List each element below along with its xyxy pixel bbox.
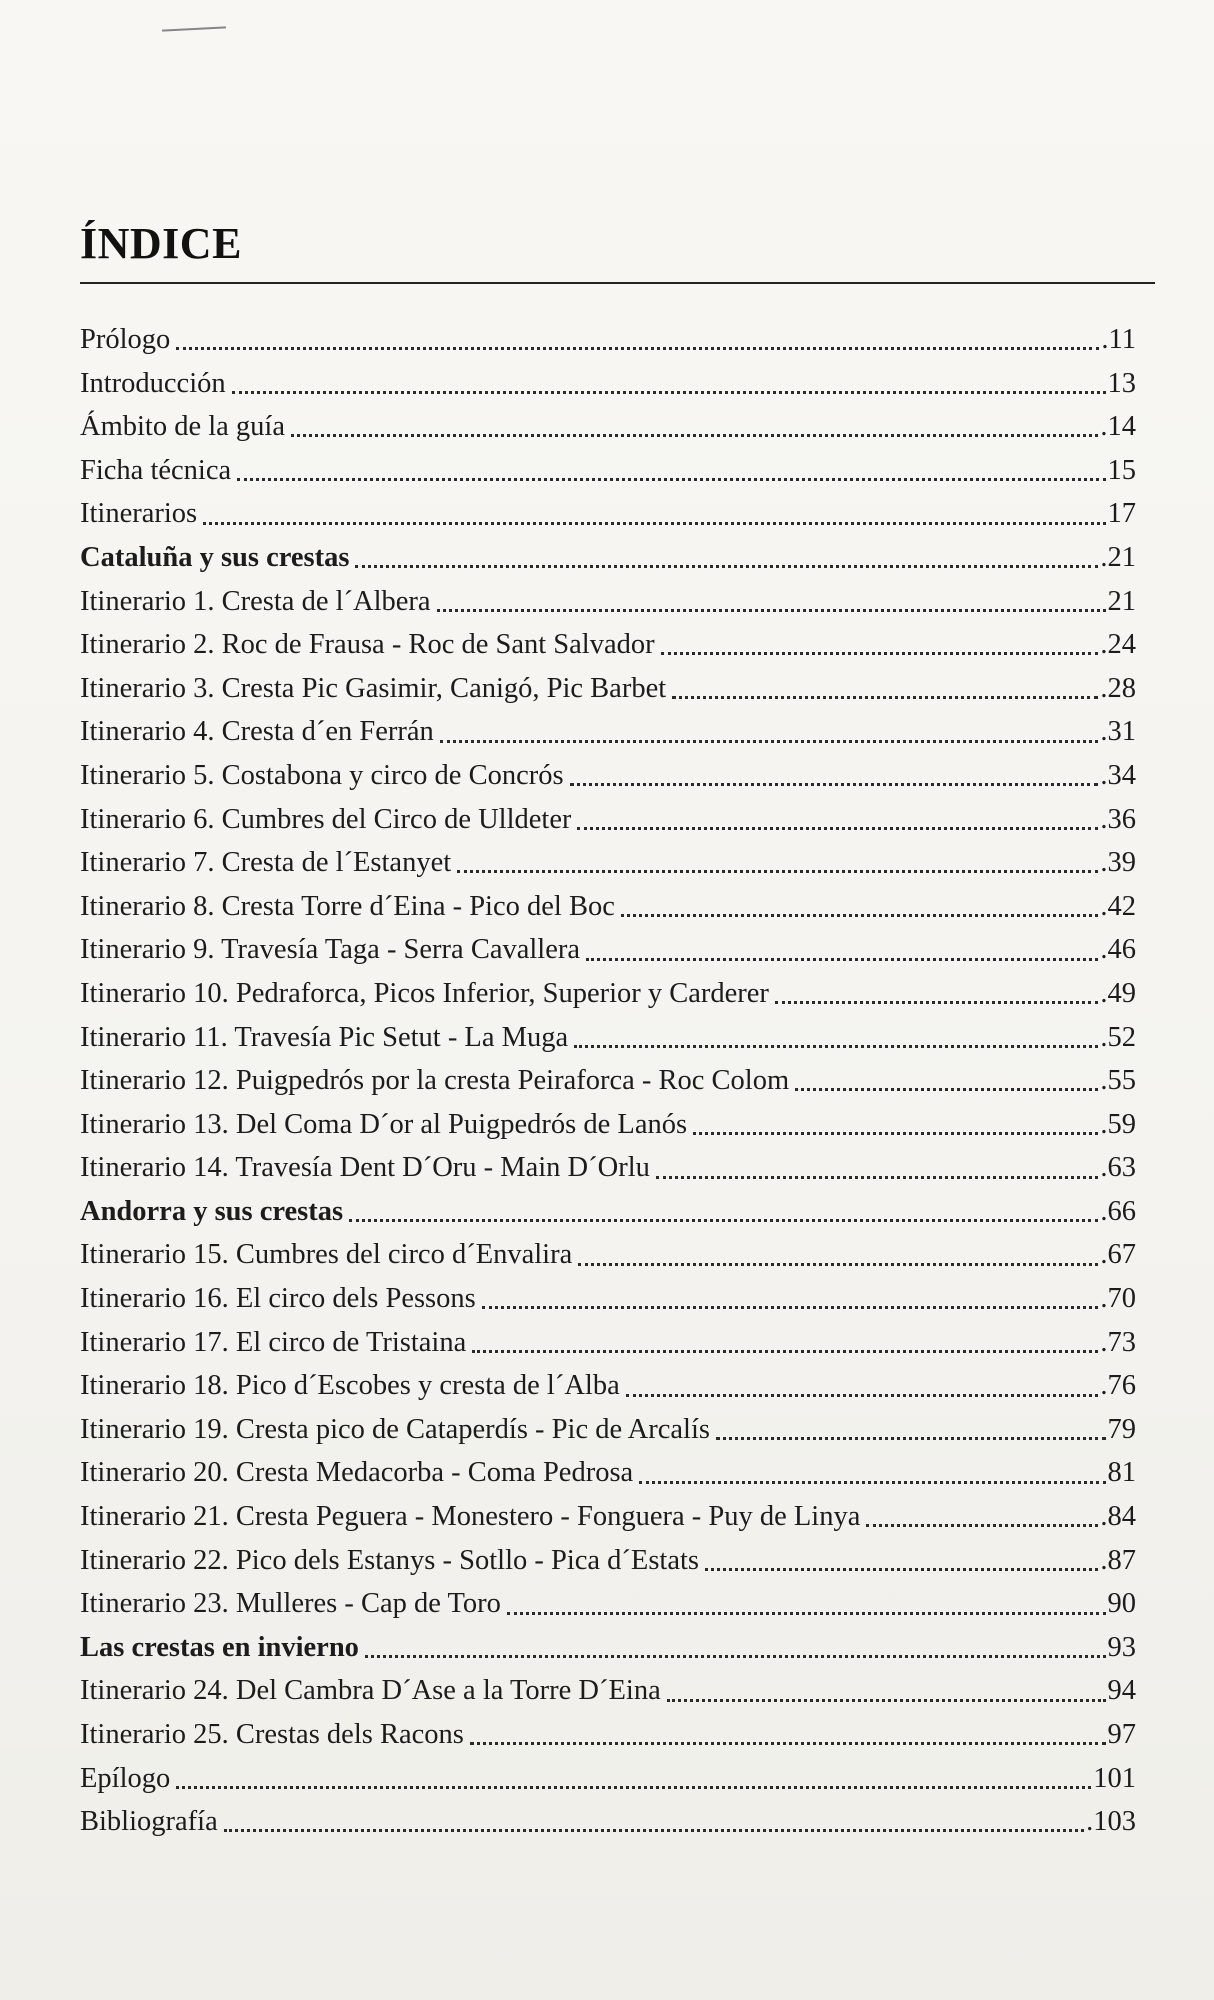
toc-entry-title: Itinerario 8. Cresta Torre d´Eina - Pico del Boc bbox=[80, 890, 615, 922]
toc-entry-title: Introducción bbox=[80, 367, 226, 399]
toc-entry bbox=[80, 885, 1136, 929]
toc-entry-title: Bibliografía bbox=[80, 1806, 218, 1838]
dot-leader bbox=[232, 391, 1106, 394]
toc-page-number: 15 bbox=[1107, 454, 1136, 486]
dot-leader bbox=[866, 1524, 1098, 1527]
toc-entry-title: Itinerario 24. Del Cambra D´Ase a la Torre D´Eina bbox=[80, 1675, 661, 1707]
toc-entry bbox=[80, 1800, 1136, 1844]
dot-leader bbox=[639, 1481, 1105, 1484]
toc-entry-title: Itinerario 11. Travesía Pic Setut - La Muga bbox=[80, 1021, 569, 1053]
heading-area bbox=[80, 218, 1155, 284]
toc-entry-title: Itinerario 4. Cresta d´en Ferrán bbox=[80, 716, 434, 748]
toc-entry-title: Itinerario 13. Del Coma D´or al Puigpedrós de Lanós bbox=[80, 1108, 688, 1140]
toc-page-number: .84 bbox=[1100, 1501, 1136, 1533]
toc-entry-title: Itinerario 18. Pico d´Escobes y cresta de l´Alba bbox=[80, 1370, 620, 1402]
toc-entry bbox=[80, 710, 1136, 754]
toc-entry bbox=[80, 1582, 1136, 1626]
toc-entry bbox=[80, 754, 1136, 798]
dot-leader bbox=[626, 1394, 1099, 1397]
toc-entry-title: Itinerario 6. Cumbres del Circo de Ulldeter bbox=[80, 803, 572, 835]
toc-page-number: .24 bbox=[1100, 629, 1136, 661]
dot-leader bbox=[176, 1786, 1091, 1789]
toc-entry bbox=[80, 1713, 1136, 1757]
dot-leader bbox=[224, 1829, 1084, 1832]
dot-leader bbox=[656, 1176, 1099, 1179]
toc-section-heading bbox=[80, 1626, 1136, 1670]
toc-entry bbox=[80, 798, 1136, 842]
toc-page-number: .49 bbox=[1100, 977, 1136, 1009]
toc-page-number: .103 bbox=[1086, 1806, 1136, 1838]
dot-leader bbox=[693, 1132, 1098, 1135]
dot-leader bbox=[716, 1437, 1106, 1440]
toc-entry-title: Itinerario 19. Cresta pico de Cataperdís - Pic de Arcalís bbox=[80, 1413, 710, 1445]
toc-page-number: 94 bbox=[1107, 1675, 1136, 1707]
toc-page-number: .87 bbox=[1100, 1544, 1136, 1576]
dot-leader bbox=[577, 827, 1098, 830]
toc-entry bbox=[80, 362, 1136, 406]
toc-entry bbox=[80, 928, 1136, 972]
toc-page-number: .14 bbox=[1100, 411, 1136, 443]
dot-leader bbox=[440, 740, 1099, 743]
toc-entry bbox=[80, 1539, 1136, 1583]
toc-page-number: .70 bbox=[1100, 1283, 1136, 1315]
toc-entry-title: Itinerario 3. Cresta Pic Gasimir, Canigó, Pic Barbet bbox=[80, 672, 667, 704]
toc-page-number: .42 bbox=[1100, 890, 1136, 922]
toc-page-number: 79 bbox=[1107, 1413, 1136, 1445]
dot-leader bbox=[457, 870, 1098, 873]
dot-leader bbox=[237, 478, 1105, 481]
toc-page-number: 97 bbox=[1107, 1719, 1136, 1750]
toc-entry-title: Prólogo bbox=[80, 324, 171, 355]
toc-entry bbox=[80, 1146, 1136, 1190]
toc-entry bbox=[80, 580, 1136, 624]
toc-entry bbox=[80, 1495, 1136, 1539]
toc-entry-title: Itinerario 9. Travesía Taga - Serra Cavallera bbox=[80, 934, 581, 966]
toc-page-number: 21 bbox=[1107, 585, 1136, 617]
toc-entry-title: Itinerario 14. Travesía Dent D´Oru - Main D´Orlu bbox=[80, 1152, 650, 1184]
toc-section-heading bbox=[80, 536, 1136, 580]
toc-entry-title: Ficha técnica bbox=[80, 454, 232, 486]
page-title: ÍNDICE bbox=[80, 219, 242, 268]
toc-entry-title: Itinerario 15. Cumbres del circo d´Envalira bbox=[80, 1239, 573, 1271]
dot-leader bbox=[291, 434, 1098, 437]
toc-entry-title: Epílogo bbox=[80, 1762, 171, 1794]
toc-page-number: .55 bbox=[1100, 1065, 1136, 1097]
toc-entry-title: Itinerario 16. El circo dels Pessons bbox=[80, 1283, 476, 1315]
toc-entry-title: Andorra y sus crestas bbox=[80, 1195, 344, 1227]
toc-page-number: .11 bbox=[1101, 324, 1136, 355]
toc-page-number: .34 bbox=[1100, 759, 1136, 791]
dot-leader bbox=[355, 565, 1098, 568]
toc-page-number: .31 bbox=[1100, 716, 1136, 748]
dot-leader bbox=[570, 783, 1099, 786]
dot-leader bbox=[661, 652, 1099, 655]
dot-leader bbox=[365, 1655, 1106, 1658]
toc-page-number: 17 bbox=[1107, 498, 1136, 530]
dot-leader bbox=[437, 609, 1106, 612]
toc-page-number: .46 bbox=[1100, 934, 1136, 966]
toc-page-number: .36 bbox=[1100, 803, 1136, 835]
title-divider bbox=[80, 282, 1155, 284]
toc-entry bbox=[80, 1277, 1136, 1321]
dot-leader bbox=[775, 1001, 1098, 1004]
toc-entry bbox=[80, 623, 1136, 667]
toc-entry bbox=[80, 492, 1136, 536]
toc-entry bbox=[80, 1364, 1136, 1408]
pen-mark bbox=[162, 26, 226, 31]
toc-entry bbox=[80, 1408, 1136, 1452]
dot-leader bbox=[507, 1612, 1106, 1615]
toc-section-heading bbox=[80, 1190, 1136, 1234]
toc-page-number: .21 bbox=[1100, 541, 1136, 573]
dot-leader bbox=[203, 522, 1105, 525]
toc-page-number: .52 bbox=[1100, 1021, 1136, 1053]
toc-page-number: .66 bbox=[1100, 1195, 1136, 1227]
toc-entry bbox=[80, 1451, 1136, 1495]
dot-leader bbox=[586, 958, 1098, 961]
toc-entry-title: Las crestas en invierno bbox=[80, 1631, 359, 1663]
dot-leader bbox=[349, 1219, 1098, 1222]
toc-entry bbox=[80, 449, 1136, 493]
dot-leader bbox=[176, 347, 1099, 350]
toc-entry-title: Itinerario 20. Cresta Medacorba - Coma Pedrosa bbox=[80, 1457, 634, 1489]
toc-entry bbox=[80, 972, 1136, 1016]
dot-leader bbox=[482, 1306, 1099, 1309]
dot-leader bbox=[705, 1568, 1098, 1571]
toc-entry-title: Ámbito de la guía bbox=[80, 411, 285, 443]
toc-page-number: .63 bbox=[1100, 1152, 1136, 1184]
toc-page-number: 13 bbox=[1107, 367, 1136, 399]
toc-page-number: 101 bbox=[1093, 1762, 1136, 1794]
dot-leader bbox=[574, 1045, 1098, 1048]
toc-entry-title: Itinerario 10. Pedraforca, Picos Inferior, Superior y Carderer bbox=[80, 977, 769, 1009]
toc-page-number: .59 bbox=[1100, 1108, 1136, 1140]
toc-entry bbox=[80, 1669, 1136, 1713]
toc-entry bbox=[80, 1059, 1136, 1103]
toc-page-number: .67 bbox=[1100, 1239, 1136, 1271]
toc-entry bbox=[80, 1016, 1136, 1060]
toc-entry-title: Itinerario 17. El circo de Tristaina bbox=[80, 1326, 467, 1358]
dot-leader bbox=[667, 1699, 1106, 1702]
toc-entry-title: Cataluña y sus crestas bbox=[80, 541, 350, 573]
toc-entry bbox=[80, 841, 1136, 885]
toc-entry bbox=[80, 667, 1136, 711]
toc-entry-title: Itinerario 5. Costabona y circo de Concrós bbox=[80, 759, 564, 791]
toc-entry bbox=[80, 1103, 1136, 1147]
toc-entry bbox=[80, 318, 1136, 362]
toc-entry bbox=[80, 1321, 1136, 1365]
dot-leader bbox=[672, 696, 1098, 699]
toc-page-number: .28 bbox=[1100, 672, 1136, 704]
toc-entry bbox=[80, 1757, 1136, 1801]
dot-leader bbox=[578, 1263, 1098, 1266]
toc-page-number: .39 bbox=[1100, 847, 1136, 879]
toc-entry-title: Itinerario 1. Cresta de l´Albera bbox=[80, 585, 431, 617]
dot-leader bbox=[472, 1350, 1098, 1353]
toc-page-number: 93 bbox=[1107, 1631, 1136, 1663]
toc-entry-title: Itinerario 21. Cresta Peguera - Monestero - Fonguera - Puy de Linya bbox=[80, 1501, 861, 1533]
toc-entry-title: Itinerario 23. Mulleres - Cap de Toro bbox=[80, 1588, 501, 1620]
table-of-contents bbox=[80, 318, 1136, 1844]
dot-leader bbox=[621, 914, 1099, 917]
toc-entry-title: Itinerario 7. Cresta de l´Estanyet bbox=[80, 847, 452, 879]
toc-entry-title: Itinerario 22. Pico dels Estanys - Sotllo - Pica d´Estats bbox=[80, 1544, 699, 1576]
toc-page-number: 90 bbox=[1107, 1588, 1136, 1620]
toc-entry-title: Itinerario 12. Puigpedrós por la cresta Peiraforca - Roc Colom bbox=[80, 1065, 790, 1097]
toc-entry bbox=[80, 405, 1136, 449]
toc-entry-title: Itinerarios bbox=[80, 498, 198, 530]
toc-page-number: .76 bbox=[1100, 1370, 1136, 1402]
toc-entry-title: Itinerario 2. Roc de Frausa - Roc de Sant Salvador bbox=[80, 629, 655, 661]
toc-page-number: .73 bbox=[1100, 1326, 1136, 1358]
dot-leader bbox=[470, 1742, 1106, 1745]
toc-page-number: 81 bbox=[1107, 1457, 1136, 1489]
toc-entry-title: Itinerario 25. Crestas dels Racons bbox=[80, 1719, 464, 1750]
toc-entry bbox=[80, 1233, 1136, 1277]
dot-leader bbox=[795, 1088, 1098, 1091]
